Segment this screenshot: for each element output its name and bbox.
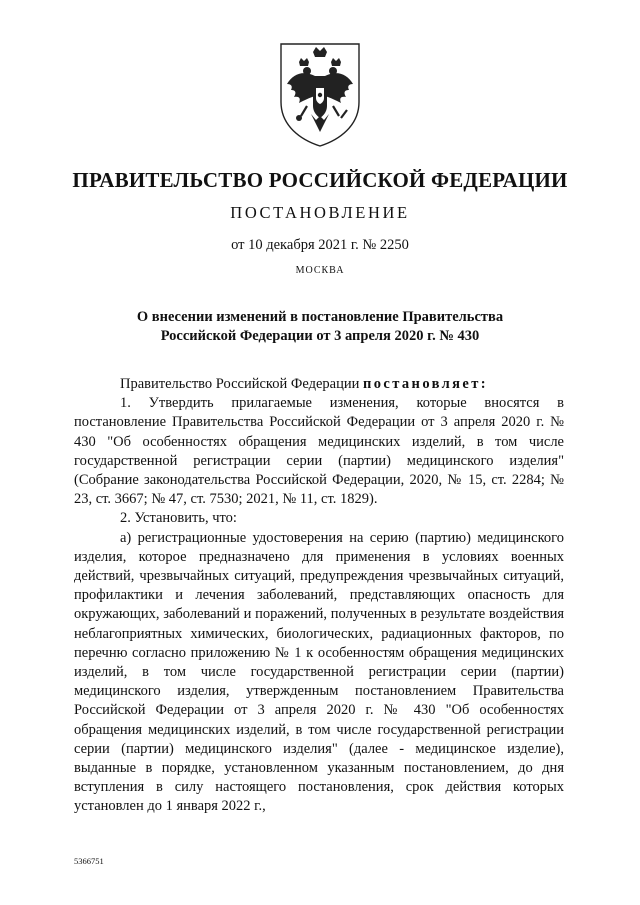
document-type: ПОСТАНОВЛЕНИЕ [230,203,410,222]
government-title: ПРАВИТЕЛЬСТВО РОССИЙСКОЙ ФЕДЕРАЦИИ [72,168,568,192]
city: МОСКВА [295,265,345,276]
document-subject [0,308,640,346]
document-body [74,375,564,817]
coat-of-arms-emblem [277,40,363,148]
paragraph-2: 2. Установить, что: [120,510,237,527]
intro-lead: Правительство Российской Федерации [120,376,363,392]
date-and-number: от 10 декабря 2021 г. № 2250 [231,237,409,253]
intro-decree-word: постановляет: [362,376,489,392]
paragraph-2a: а) регистрационные удостоверения на серию (партию) медицинского изделия, которое предназначено для применения в условиях военных действий, чрезвычайных ситуаций, предупреждения чрезвычайных ситуаций, профилактики и лечения заболеваний, представляющих опасность для окружающих, заболеваний и поражений, полученных в результате воздействия неблагоприятных химических, биологических, радиационных факторов, по перечню согласно приложению № 1 к особенностям обращения медицинских изделий, в том числе государственной регистрации серии (партии) медицинского изделия, утвержденным постановлением Правительства Российской Федерации от 3 апреля 2020 г. № 430 "Об особенностях обращения медицинских изделий, в том числе государственной регистрации серии (партии) медицинского изделия" (далее - медицинское изделие), выданные в порядке, установленном указанным постановлением, до дня вступления в силу настоящего постановления, срок действия которых установлен до 1 января 2022 г., [74,529,564,815]
paragraph-1: 1. Утвердить прилагаемые изменения, которые вносятся в постановление Правительства Российской Федерации от 3 апреля 2020 г. № 430 "Об особенностях обращения медицинских изделий, в том числе государственной регистрации серии (партии) медицинского изделия" (Собрание законодательства Российской Федерации, 2020, № 15, ст. 2284; № 23, ст. 3667; № 47, ст. 7530; 2021, № 11, ст. 1829). [74,395,564,508]
intro-paragraph [74,375,564,394]
footer-document-code: 5366751 [74,856,104,866]
subject-line-1: О внесении изменений в постановление Правительства [136,309,504,325]
subject-line-2: Российской Федерации от 3 апреля 2020 г. № 430 [160,328,480,344]
